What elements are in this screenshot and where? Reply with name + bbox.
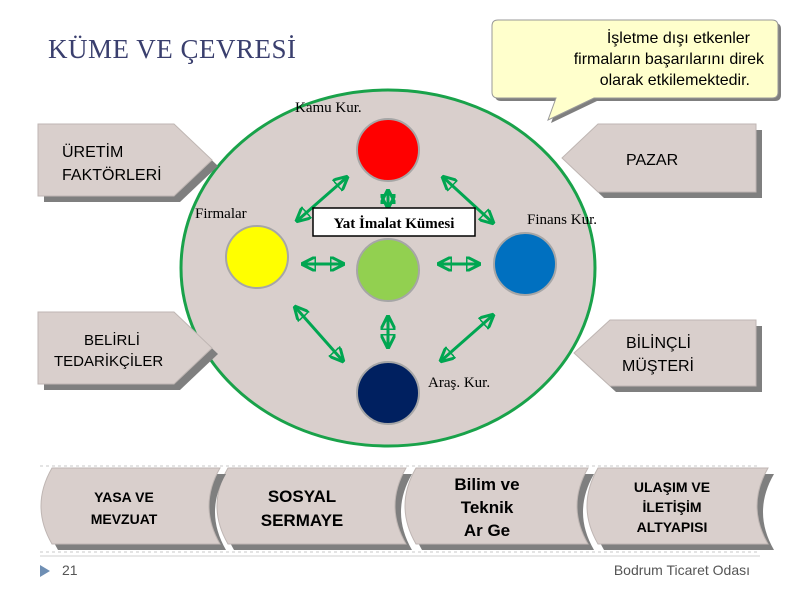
arrow-uretim-faktorleri [38, 124, 218, 202]
tab-yasa-line2: MEVZUAT [90, 511, 158, 527]
tab-sosyal [217, 468, 412, 550]
tab-yasa-line1: YASA VE [94, 489, 154, 505]
tab-bilim-line1: Bilim ve [454, 475, 520, 494]
callout-line2: firmaların başarılarını direk [573, 51, 764, 68]
node-kamu [357, 119, 419, 181]
page-number: 21 [62, 562, 78, 578]
pazar-label: PAZAR [626, 152, 679, 169]
label-firmalar: Firmalar [195, 206, 247, 222]
callout [492, 20, 781, 123]
node-finans [494, 233, 556, 295]
belirli-line2: TEDARİKÇİLER [54, 353, 164, 370]
tab-sosyal-line1: SOSYAL [267, 487, 337, 506]
tab-sosyal-line2: SERMAYE [260, 511, 344, 530]
tab-bilim-line3: Ar Ge [463, 521, 511, 540]
node-arastirma [357, 362, 419, 424]
arrow-pazar [562, 124, 762, 198]
tab-bilim-line2: Teknik [460, 498, 514, 517]
page-title: KÜME VE ÇEVRESİ [48, 34, 297, 64]
tab-bilim [405, 468, 594, 550]
tab-ulasim [587, 468, 774, 550]
label-finans: Finans Kur. [527, 212, 598, 228]
tab-yasa [41, 468, 226, 550]
node-merkez [357, 239, 419, 301]
footer-organization: Bodrum Ticaret Odası [613, 562, 750, 578]
label-kamu: Kamu Kur. [295, 100, 362, 116]
uretim-line2: FAKTÖRLERİ [62, 167, 162, 184]
arrow-bilincli-musteri [574, 320, 762, 392]
footer-triangle-icon [40, 565, 50, 577]
bilincli-line2: MÜŞTERİ [622, 358, 694, 375]
node-firmalar [226, 226, 288, 288]
uretim-line1: ÜRETİM [62, 144, 124, 161]
belirli-line1: BELİRLİ [84, 332, 140, 349]
tab-ulasim-line1: ULAŞIM VE [633, 479, 711, 495]
callout-line1: İşletme dışı etkenler [606, 30, 750, 47]
label-arastirma: Araş. Kur. [428, 375, 491, 391]
bilincli-line1: BİLİNÇLİ [626, 335, 691, 352]
cluster-label: Yat İmalat Kümesi [333, 216, 455, 232]
callout-line3: olarak etkilemektedir. [599, 72, 750, 89]
tab-ulasim-line2: İLETİŞİM [642, 499, 702, 515]
tab-ulasim-line3: ALTYAPISI [636, 519, 708, 535]
